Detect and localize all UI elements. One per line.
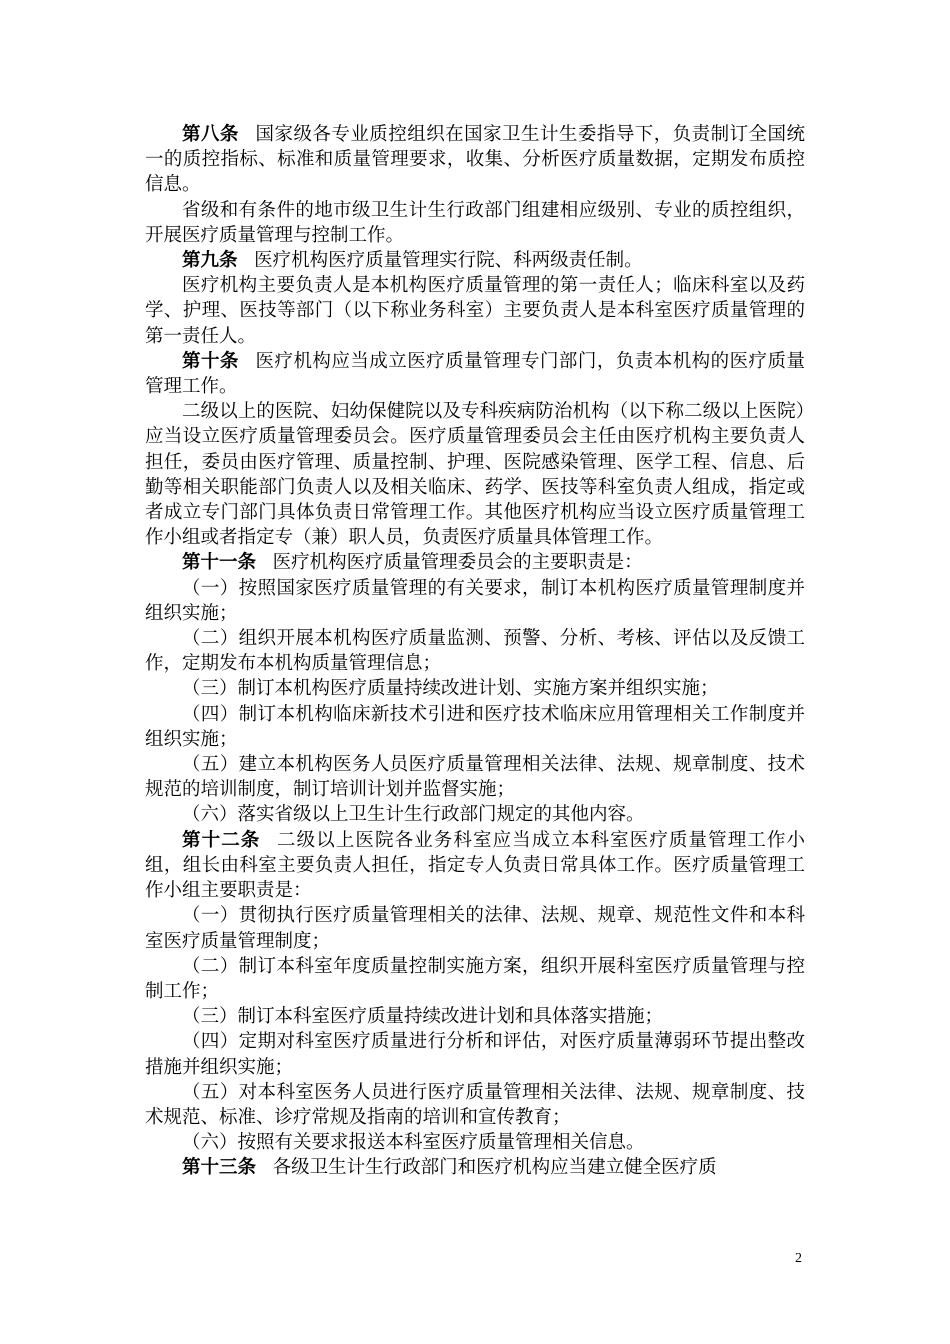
list-item [145, 1004, 805, 1029]
article-title: 第十条 [182, 350, 239, 372]
list-item [145, 1080, 805, 1130]
paragraph-text: 医疗机构医疗质量管理委员会的主要职责是： [272, 552, 643, 574]
paragraph-text: （一）按照国家医疗质量管理的有关要求，制订本机构医疗质量管理制度并组织实施； [145, 577, 805, 624]
paragraph [145, 198, 805, 248]
paragraph [145, 273, 805, 349]
paragraph-article-8 [145, 122, 805, 198]
paragraph-text: 国家级各专业质控组织在国家卫生计生委指导下，负责制订全国统一的质控指标、标准和质量管理要求，收集、分析医疗质量数据，定期发布质控信息。 [145, 124, 805, 196]
paragraph-text: 医疗机构医疗质量管理实行院、科两级责任制。 [254, 250, 643, 272]
paragraph-text: （三）制订本科室医疗质量持续改进计划和具体落实措施； [182, 1006, 664, 1028]
paragraph-text: （五）建立本机构医务人员医疗质量管理相关法律、法规、规章制度、技术规范的培训制度，制订培训计划并监督实施； [145, 754, 805, 801]
article-title: 第十二条 [182, 829, 261, 851]
paragraph-text: 医疗机构应当成立医疗质量管理专门部门，负责本机构的医疗质量管理工作。 [145, 350, 805, 398]
list-item [145, 1029, 805, 1079]
paragraph-text: （二）制订本科室年度质量控制实施方案，组织开展科室医疗质量管理与控制工作； [145, 955, 805, 1002]
paragraph-text: （六）按照有关要求报送本科室医疗质量管理相关信息。 [182, 1132, 645, 1154]
article-title: 第十三条 [182, 1157, 257, 1179]
paragraph [145, 399, 805, 550]
list-item [145, 576, 805, 626]
paragraph-text: （三）制订本机构医疗质量持续改进计划、实施方案并组织实施； [182, 678, 719, 700]
paragraph-article-13 [145, 1155, 805, 1180]
paragraph-text: （四）制订本机构临床新技术引进和医疗技术临床应用管理相关工作制度并组织实施； [145, 703, 805, 750]
paragraph-text: 二级以上的医院、妇幼保健院以及专科疾病防治机构（以下称二级以上医院）应当设立医疗质量管理委员会。医疗质量管理委员会主任由医疗机构主要负责人担任，委员由医疗管理、质量控制、护理、医院感染管理、医学工程、信息、后勤等相关职能部门负责人以及相关临床、药学、医技等科室负责人组成，指定或者成立专门部门具体负责日常管理工作。其他医疗机构应当设立医疗质量管理工作小组或者指定专（兼）职人员，负责医疗质量具体管理工作。 [145, 401, 805, 549]
article-title: 第八条 [182, 124, 239, 145]
document-body [145, 122, 805, 1181]
article-title: 第九条 [182, 250, 238, 272]
list-item [145, 1130, 805, 1155]
list-item [145, 802, 805, 827]
list-item [145, 752, 805, 802]
paragraph-text: （五）对本科室医务人员进行医疗质量管理相关法律、法规、规章制度、技术规范、标准、诊疗常规及指南的培训和宣传教育； [145, 1081, 805, 1128]
paragraph-article-10 [145, 349, 805, 399]
list-item [145, 954, 805, 1004]
paragraph-text: （六）落实省级以上卫生计生行政部门规定的其他内容。 [182, 804, 645, 826]
article-title: 第十一条 [182, 552, 257, 574]
page-number: 2 [795, 1251, 802, 1266]
list-item [145, 626, 805, 676]
paragraph-text: 省级和有条件的地市级卫生计生行政部门组建相应级别、专业的质控组织，开展医疗质量管理与控制工作。 [145, 199, 805, 246]
paragraph-text: （一）贯彻执行医疗质量管理相关的法律、法规、规章、规范性文件和本科室医疗质量管理制度； [145, 905, 805, 952]
paragraph-text: （二）组织开展本机构医疗质量监测、预警、分析、考核、评估以及反馈工作，定期发布本机构质量管理信息； [145, 628, 805, 675]
paragraph-text: 各级卫生计生行政部门和医疗机构应当建立健全医疗质 [272, 1157, 717, 1179]
paragraph-text: 医疗机构主要负责人是本机构医疗质量管理的第一责任人；临床科室以及药学、护理、医技等部门（以下称业务科室）主要负责人是本科室医疗质量管理的第一责任人。 [145, 275, 805, 347]
paragraph-article-12 [145, 828, 805, 904]
list-item [145, 676, 805, 701]
list-item [145, 903, 805, 953]
paragraph-article-11 [145, 550, 805, 575]
list-item [145, 702, 805, 752]
paragraph-text: （四）定期对科室医疗质量进行分析和评估，对医疗质量薄弱环节提出整改措施并组织实施； [145, 1031, 805, 1078]
paragraph-article-9 [145, 248, 805, 273]
paragraph-text: 二级以上医院各业务科室应当成立本科室医疗质量管理工作小组，组长由科室主要负责人担任，指定专人负责日常具体工作。医疗质量管理工作小组主要职责是： [145, 829, 805, 902]
